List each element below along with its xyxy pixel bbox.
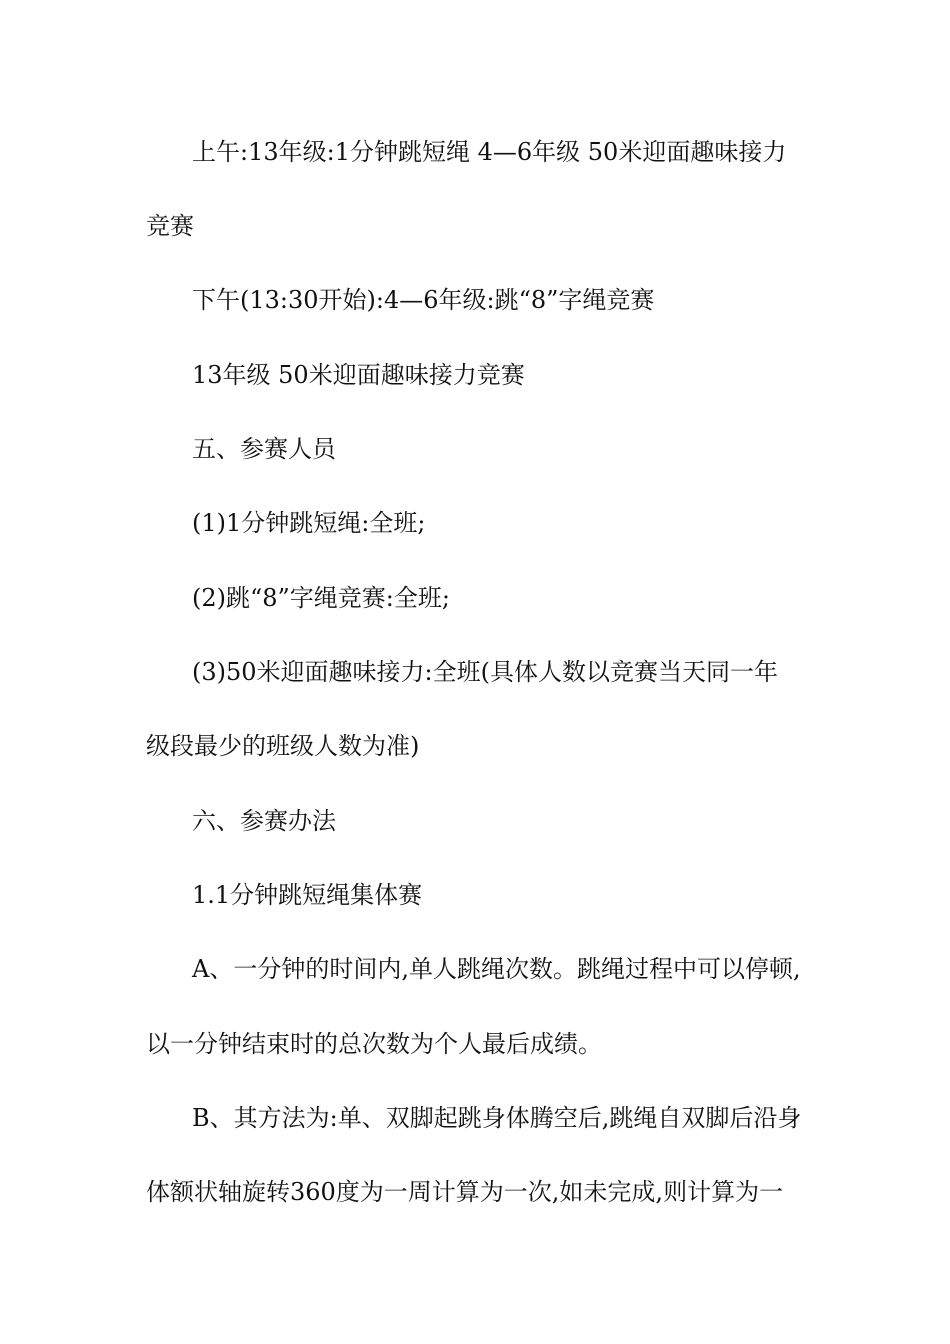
section-heading-method: 六、参赛办法	[192, 807, 336, 835]
rule-b-line: B、其方法为:单、双脚起跳身体腾空后,跳绳自双脚后沿身	[192, 1104, 802, 1132]
rule-a-continuation: 以一分钟结束时的总次数为个人最后成绩。	[146, 1030, 602, 1058]
section-heading-participants: 五、参赛人员	[192, 435, 336, 463]
schedule-afternoon-line: 下午(13:30开始):4—6年级:跳“8”字绳竞赛	[192, 286, 655, 314]
rule-b-continuation: 体额状轴旋转360度为一周计算为一次,如未完成,则计算为一	[146, 1178, 784, 1206]
subsection-heading-rope: 1.1分钟跳短绳集体赛	[192, 881, 423, 909]
schedule-morning-continuation: 竞赛	[146, 212, 194, 240]
rule-a-line: A、一分钟的时间内,单人跳绳次数。跳绳过程中可以停顿,	[192, 955, 801, 983]
participant-item-2: (2)跳“8”字绳竞赛:全班;	[192, 584, 450, 612]
participant-item-3: (3)50米迎面趣味接力:全班(具体人数以竞赛当天同一年	[192, 658, 778, 686]
schedule-relay-line: 13年级 50米迎面趣味接力竞赛	[192, 361, 525, 389]
participant-item-3-continuation: 级段最少的班级人数为准)	[146, 732, 420, 760]
schedule-morning-line: 上午:13年级:1分钟跳短绳 4—6年级 50米迎面趣味接力	[192, 138, 787, 166]
participant-item-1: (1)1分钟跳短绳:全班;	[192, 509, 426, 537]
